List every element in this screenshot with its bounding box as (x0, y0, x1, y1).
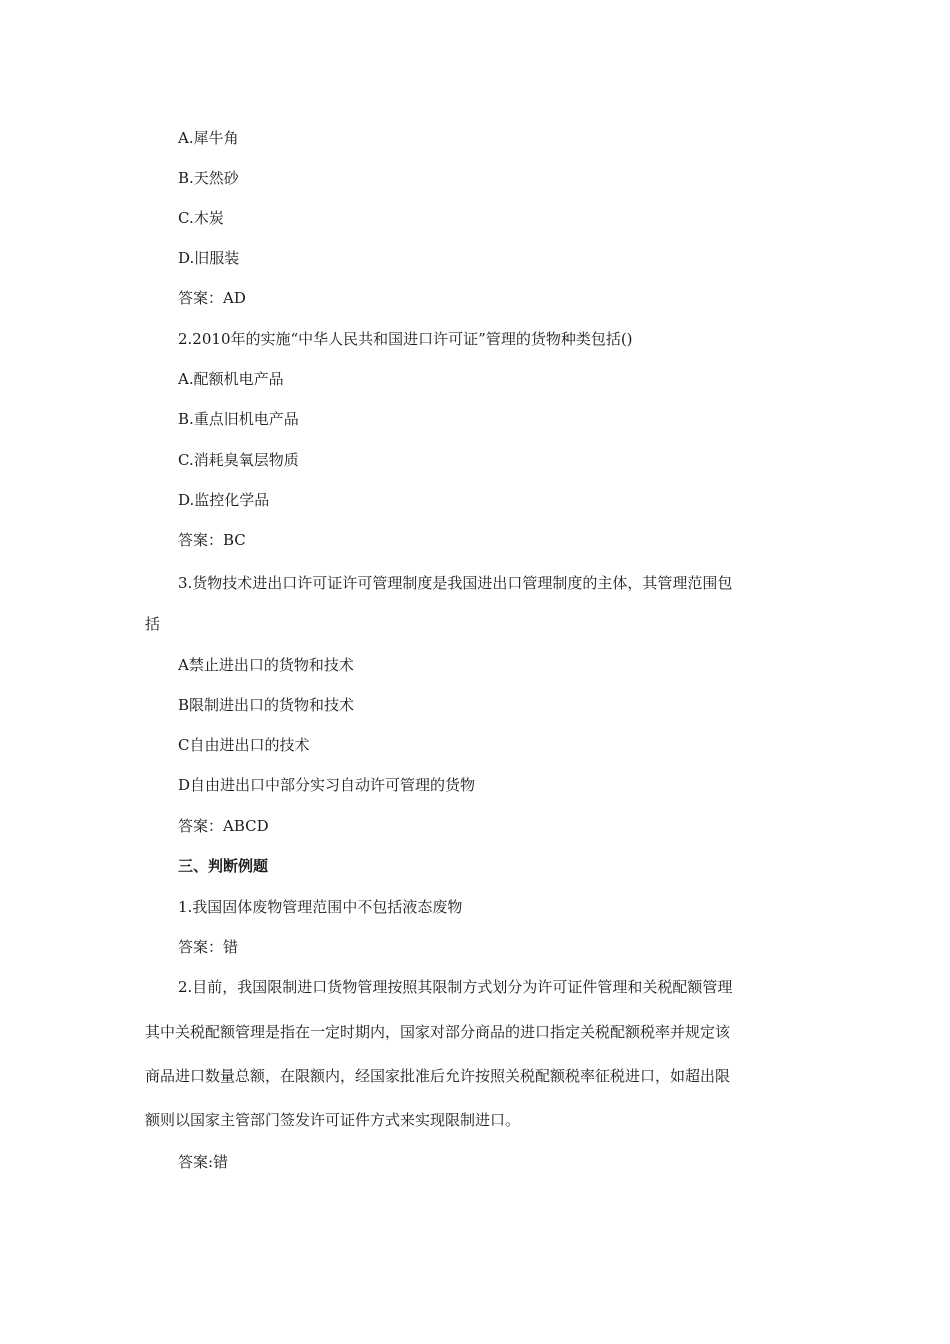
tf2-answer: 答案:错 (178, 1153, 229, 1171)
q1-answer: 答案：AD (178, 289, 246, 307)
q3-option-b: B限制进出口的货物和技术 (178, 696, 355, 714)
q2-option-b: B.重点旧机电产品 (178, 410, 299, 428)
q3-question-cont: 括 (145, 615, 161, 633)
tf1-question: 1.我国固体废物管理范围中不包括液态废物 (178, 898, 463, 916)
tf1-answer: 答案：错 (178, 938, 239, 956)
q1-option-d: D.旧服装 (178, 249, 240, 267)
q2-option-c: C.消耗臭氧层物质 (178, 451, 299, 469)
tf2-question-cont-3: 额则以国家主管部门签发许可证件方式来实现限制进口。 (145, 1111, 521, 1129)
q1-option-c: C.木炭 (178, 209, 224, 227)
tf2-question-cont-1: 其中关税配额管理是指在一定时期内，国家对部分商品的进口指定关税配额税率并规定该 (145, 1023, 731, 1041)
q2-question: 2.2010年的实施“中华人民共和国进口许可证”管理的货物种类包括() (178, 330, 633, 348)
q2-answer: 答案：BC (178, 531, 246, 549)
q3-option-d: D自由进出口中部分实习自动许可管理的货物 (178, 776, 476, 794)
q2-option-a: A.配额机电产品 (178, 370, 284, 388)
q1-option-a: A.犀牛角 (178, 129, 239, 147)
q2-option-d: D.监控化学品 (178, 491, 270, 509)
q3-option-c: C自由进出口的技术 (178, 736, 310, 754)
q3-answer: 答案：ABCD (178, 817, 269, 835)
q3-option-a: A禁止进出口的货物和技术 (178, 656, 354, 674)
section-heading: 三、判断例题 (178, 857, 269, 875)
tf2-question-cont-2: 商品进口数量总额，在限额内，经国家批准后允许按照关税配额税率征税进口，如超出限 (145, 1067, 731, 1085)
q1-option-b: B.天然砂 (178, 169, 239, 187)
tf2-question: 2.目前，我国限制进口货物管理按照其限制方式划分为许可证件管理和关税配额管理 (178, 978, 733, 996)
q3-question: 3.货物技术进出口许可证许可管理制度是我国进出口管理制度的主体，其管理范围包 (178, 574, 733, 592)
